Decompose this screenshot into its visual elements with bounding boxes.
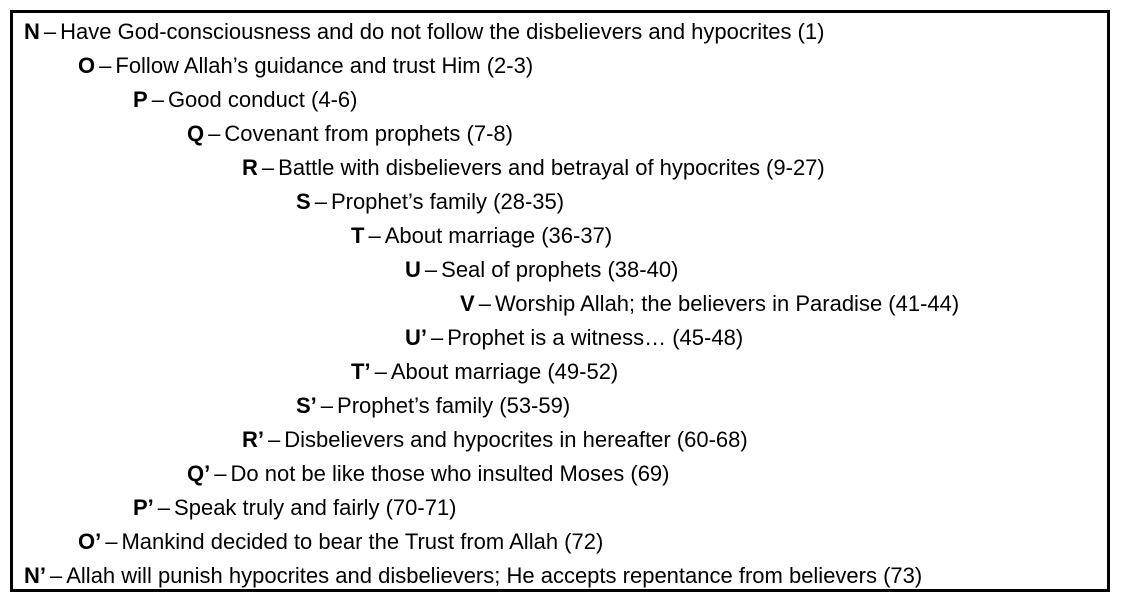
separator: – [50,563,63,588]
section-letter: V [460,291,475,316]
section-letter: R [242,155,258,180]
separator: – [99,53,112,78]
section-text: Covenant from prophets (7-8) [224,121,513,146]
structure-line [13,117,513,151]
section-text: Disbelievers and hypocrites in hereafter (60-68) [284,427,748,452]
section-letter: T [351,223,365,248]
section-letter: U [405,257,421,282]
separator: – [105,529,118,554]
section-letter: S [296,189,311,214]
section-text: Speak truly and fairly (70-71) [174,495,457,520]
section-letter: R’ [242,427,264,452]
structure-line [13,457,670,491]
section-text: About marriage (36-37) [384,223,613,248]
separator: – [374,359,387,384]
separator: – [208,121,221,146]
structure-line [13,559,922,593]
section-letter: N’ [24,563,46,588]
section-text: Allah will punish hypocrites and disbelievers; He accepts repentance from believers (73) [66,563,923,588]
separator: – [43,19,57,44]
section-text: Prophet is a witness… (45-48) [447,325,744,350]
structure-line [13,185,564,219]
structure-line [13,287,959,321]
section-text: Battle with disbelievers and betrayal of hypocrites (9-27) [278,155,825,180]
section-text: Seal of prophets (38-40) [441,257,679,282]
structure-line [13,491,457,525]
section-text: Do not be like those who insulted Moses (69) [230,461,670,486]
section-letter: N [24,19,40,44]
section-text: Worship Allah; the believers in Paradise (41-44) [494,291,960,316]
structure-line [13,321,743,355]
separator: – [320,393,334,418]
separator: – [314,189,327,214]
structure-line [13,525,603,559]
separator: – [157,495,171,520]
structure-line [13,151,825,185]
structure-line [13,423,748,457]
section-letter: S’ [296,393,317,418]
section-letter: P [133,87,148,112]
separator: – [214,461,227,486]
structure-line [13,219,612,253]
section-letter: U’ [405,325,427,350]
chiastic-structure-box [10,10,1110,592]
section-text: Good conduct (4-6) [167,87,358,112]
section-text: Prophet’s family (28-35) [330,189,565,214]
separator: – [424,257,438,282]
section-text: Mankind decided to bear the Trust from Allah (72) [121,529,604,554]
section-text: Have God-consciousness and do not follow the disbelievers and hypocrites (1) [60,19,825,44]
section-letter: Q [187,121,205,146]
section-letter: P’ [133,495,154,520]
separator: – [478,291,491,316]
section-letter: Q’ [187,461,211,486]
structure-line [13,15,824,49]
section-letter: O [78,53,96,78]
section-letter: O’ [78,529,102,554]
separator: – [368,223,381,248]
separator: – [151,87,164,112]
structure-line [13,83,357,117]
structure-line [13,389,570,423]
structure-line [13,49,533,83]
separator: – [268,427,281,452]
section-letter: T’ [351,359,371,384]
section-text: Follow Allah’s guidance and trust Him (2-3) [115,53,534,78]
structure-line [13,355,618,389]
section-text: Prophet’s family (53-59) [337,393,571,418]
structure-line [13,253,678,287]
separator: – [431,325,444,350]
separator: – [261,155,275,180]
section-text: About marriage (49-52) [390,359,619,384]
